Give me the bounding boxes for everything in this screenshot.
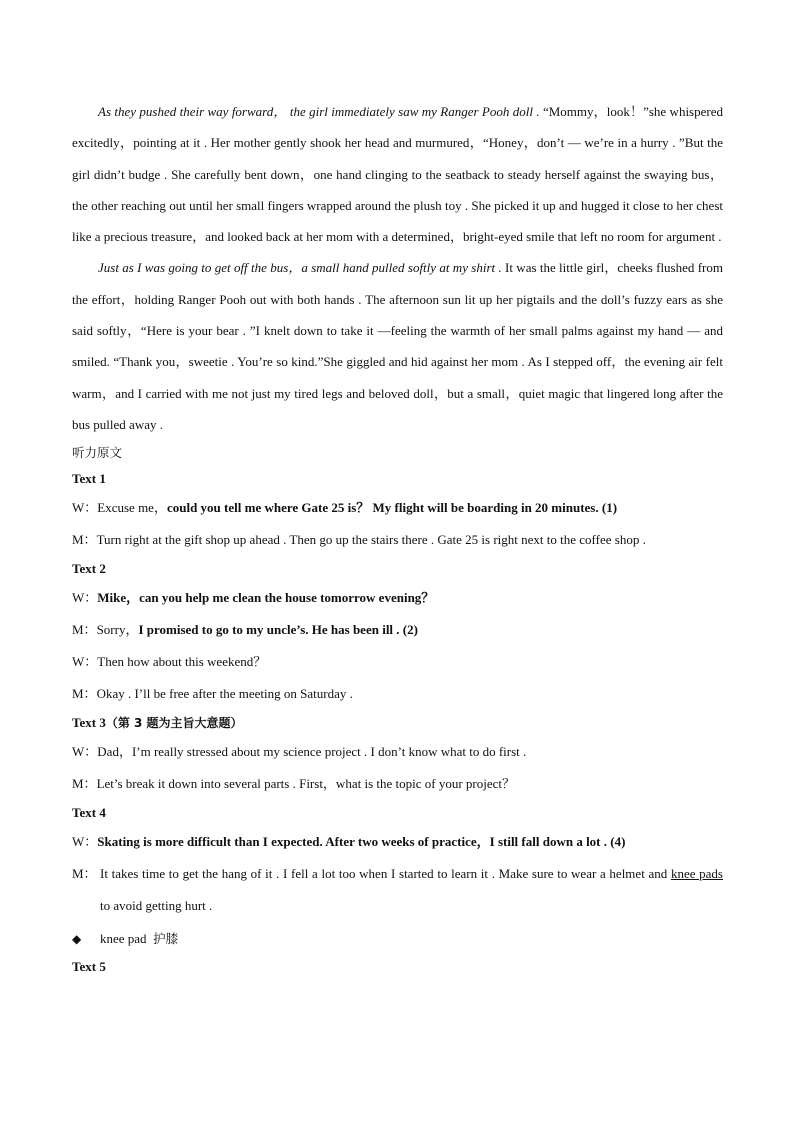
- text3-label-note: （第 3 题为主旨大意题）: [105, 716, 243, 731]
- story-paragraph-2-lead: Just as I was going to get off the bus，a small hand pulled softly at my shirt .: [98, 260, 502, 276]
- vocab-meaning: 护膝: [153, 931, 179, 947]
- text4-line-m: [72, 858, 723, 922]
- text1-line-w: [72, 492, 723, 524]
- text1-m-text: Turn right at the gift shop up ahead . Then go up the stairs there . Gate 25 is right next to the coffee shop .: [96, 532, 646, 548]
- text2-line-4: [72, 678, 723, 710]
- text2-line-2-bold: I promised to go to my uncle’s. He has been ill . (2): [138, 622, 418, 638]
- speaker-m: M：: [72, 622, 97, 638]
- text2-label: Text 2: [72, 561, 106, 577]
- text1-w-bold: could you tell me where Gate 25 is？ My flight will be boarding in 20 minutes. (1): [166, 500, 618, 516]
- speaker-w: W：: [72, 834, 98, 850]
- speaker-w: W：: [72, 500, 98, 516]
- speaker-m: M：: [72, 776, 97, 792]
- text2-line-3-text: Then how about this weekend？: [97, 654, 267, 670]
- text2-line-3: [72, 646, 723, 678]
- story-paragraph-1: [72, 96, 723, 252]
- story-paragraph-1-body: “Mommy，look！”she whispered excitedly，pointing at it . Her mother gently shook her head and murmured，“Honey，don’t — we’re in a hurry . ”But the girl didn’t budge . She carefully bent down，one hand clinging to the seatback to steady herself against the swaying bus，the other reaching out until her small fingers wrapped around the plush toy . She picked it up and hugged it close to her chest like a precious treasure，and looked back at her mom with a determined，bright-eyed smile that left no room for argument .: [72, 104, 723, 245]
- diamond-bullet-icon: ◆: [72, 932, 82, 947]
- speaker-m: M：: [72, 532, 97, 548]
- story-paragraph-2: [72, 252, 723, 440]
- vocab-note: [72, 924, 723, 954]
- text3-label: Text 3: [72, 715, 106, 731]
- text4-w-bold: Skating is more difficult than I expected. After two weeks of practice，I still fall down a lot . (4): [97, 834, 626, 850]
- text1-line-m: [72, 524, 723, 556]
- text3-line-m: [72, 768, 723, 800]
- speaker-m: M：: [72, 866, 97, 882]
- text1-label: Text 1: [72, 471, 106, 487]
- document-page: [72, 96, 723, 980]
- story-paragraph-2-body: It was the little girl，cheeks flushed from the effort，holding Ranger Pooh out with both hands . The afternoon sun lit up her pigtails and the doll’s fuzzy ears as she said softly，“Here is your bear . ”I knelt down to take it —feeling the warmth of her small palms against my hand — and smiled. “Thank you，sweetie . You’re so kind.”She giggled and hid against her mom . As I stepped off，the evening air felt warm，and I carried with me not just my tired legs and beloved doll，but a small，quiet magic that lingered long after the bus pulled away .: [72, 260, 723, 432]
- text5-label: Text 5: [72, 959, 106, 975]
- text2-line-4-text: Okay . I’ll be free after the meeting on Saturday .: [96, 686, 353, 702]
- text3-w-text: Dad，I’m really stressed about my science project . I don’t know what to do first .: [97, 744, 527, 760]
- speaker-w: W：: [72, 744, 98, 760]
- text3-m-text: Let’s break it down into several parts . First，what is the topic of your project？: [96, 776, 515, 792]
- text1-w-plain: Excuse me，: [97, 500, 167, 516]
- speaker-w: W：: [72, 654, 98, 670]
- text2-line-2-plain: Sorry，: [96, 622, 139, 638]
- speaker-m: M：: [72, 686, 97, 702]
- text4-line-w: [72, 826, 723, 858]
- vocab-term: knee pad: [100, 931, 147, 947]
- story-paragraph-1-lead: As they pushed their way forward， the girl immediately saw my Ranger Pooh doll .: [98, 104, 540, 119]
- transcript-heading: 听力原文: [72, 445, 123, 461]
- vocab-underlined-term: knee pads: [670, 866, 723, 882]
- text4-m-before: It takes time to get the hang of it . I fell a lot too when I started to learn it . Make sure to wear a helmet and: [100, 866, 671, 882]
- speaker-w: W：: [72, 590, 98, 606]
- text4-m-after: to avoid getting hurt .: [100, 898, 213, 914]
- text2-line-1: [72, 582, 723, 614]
- text2-line-2: [72, 614, 723, 646]
- text3-line-w: [72, 736, 723, 768]
- text2-line-1-bold: Mike，can you help me clean the house tomorrow evening？: [97, 590, 435, 606]
- text4-label: Text 4: [72, 805, 106, 821]
- text3-label-row: [72, 710, 723, 736]
